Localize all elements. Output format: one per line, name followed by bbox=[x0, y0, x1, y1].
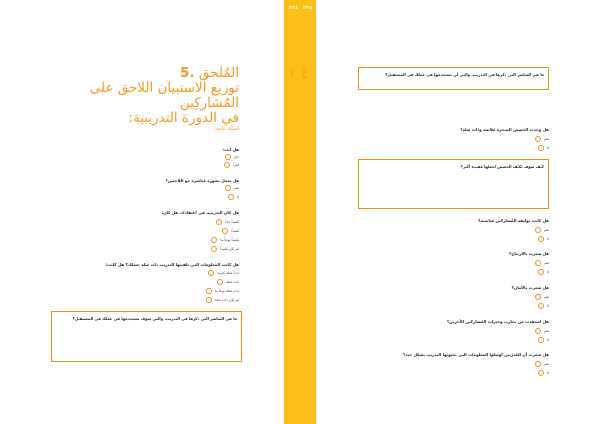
question-sessions-relevant: هل وجدت الحصص المنجزة مُلائمة وذات صلة؟ bbox=[460, 127, 549, 132]
option-very-relevant[interactable]: ذات صِلة كبيرة bbox=[208, 270, 239, 276]
answer-box-will-not-use[interactable] bbox=[358, 67, 549, 90]
page-number-right: ٢٣٥ bbox=[303, 5, 313, 11]
radio-button[interactable] bbox=[538, 236, 544, 242]
radio-button[interactable] bbox=[217, 279, 223, 285]
answer-box-question: ما هي العناصر التي ذكرها في التدريب، والتي سوف تستخدمها في عملك في المستقبل؟ bbox=[72, 316, 237, 321]
title-number: .5 bbox=[180, 65, 195, 81]
radio-button[interactable] bbox=[225, 154, 231, 160]
option-yes[interactable]: نعم bbox=[535, 227, 549, 233]
radio-button[interactable] bbox=[538, 370, 544, 376]
option-no[interactable]: لا bbox=[538, 370, 549, 376]
decorative-numerals: ٤ ١ bbox=[288, 64, 309, 82]
question-relevance: هل كانت المعلومات التي تلقيتها التدريب ذات صلة بعملك؟ هل كانت: bbox=[105, 262, 239, 267]
radio-button[interactable] bbox=[538, 269, 544, 275]
radio-button[interactable] bbox=[535, 328, 541, 334]
question-training-useful: هل كان التدريب، في اعتقادك، هل كان: bbox=[161, 210, 239, 215]
option-no[interactable]: لا bbox=[538, 236, 549, 242]
answer-box-adapt-sessions[interactable] bbox=[358, 159, 549, 209]
radio-button[interactable] bbox=[228, 194, 234, 200]
option-male[interactable]: ذكر bbox=[225, 154, 239, 160]
option-very-useful[interactable]: مُفيداً جداً bbox=[216, 219, 239, 225]
radio-button[interactable] bbox=[208, 270, 214, 276]
radio-button[interactable] bbox=[535, 294, 541, 300]
option-yes[interactable]: نعم bbox=[225, 185, 239, 191]
answer-box-question: كيف سوف تُكيّف الحصص لجعلها مُفيدة أكثر؟ bbox=[460, 164, 544, 169]
section-heading: أسئلة عامة: bbox=[214, 126, 239, 132]
option-not-useful[interactable]: لم يكن مُفيداً bbox=[211, 246, 239, 252]
option-somewhat-relevant[interactable]: ذات صلة نوعاً ما bbox=[206, 288, 239, 294]
right-page bbox=[316, 0, 600, 424]
radio-button[interactable] bbox=[211, 246, 217, 252]
option-not-relevant[interactable]: لم تكن ذات صلة bbox=[206, 297, 239, 303]
option-yes[interactable]: نعم bbox=[535, 260, 549, 266]
radio-button[interactable] bbox=[535, 260, 541, 266]
option-useful[interactable]: مُفيداً bbox=[222, 228, 239, 234]
radio-button[interactable] bbox=[538, 303, 544, 309]
center-spine bbox=[284, 0, 316, 424]
question-trainers-delivery: هل شعرت أن المُدرّبين أوصلوا المعلومات التي يحتويها التدريب بشكل جيد؟ bbox=[402, 352, 549, 357]
option-yes[interactable]: نعم bbox=[535, 136, 549, 142]
title-line-3: في الدورة التدريبية: bbox=[128, 110, 239, 126]
option-yes[interactable]: نعم bbox=[535, 361, 549, 367]
left-page bbox=[0, 0, 284, 424]
option-no[interactable]: لا bbox=[538, 303, 549, 309]
answer-box-will-use[interactable] bbox=[51, 311, 242, 362]
radio-button[interactable] bbox=[211, 237, 217, 243]
title-code: المُلحق bbox=[198, 65, 239, 81]
radio-button[interactable] bbox=[535, 136, 541, 142]
option-yes[interactable]: نعم bbox=[535, 328, 549, 334]
option-no[interactable]: لا bbox=[538, 337, 549, 343]
question-participant-mix: هل كانت توليفة المُشاركين مُناسبة؟ bbox=[478, 218, 549, 223]
option-no[interactable]: لا bbox=[538, 145, 549, 151]
question-gender: هل أنت: bbox=[222, 147, 239, 152]
answer-box-question: ما هي العناصر التي ذكرها في التدريب، والتي لن تستخدمها في عملك في المستقبل؟ bbox=[385, 72, 544, 77]
radio-button[interactable] bbox=[538, 337, 544, 343]
question-peer-learning: هل استفدت من تجارب وخبرات المُشاركين الآخرين؟ bbox=[446, 319, 549, 324]
radio-button[interactable] bbox=[206, 297, 212, 303]
radio-button[interactable] bbox=[225, 185, 231, 191]
radio-button[interactable] bbox=[535, 227, 541, 233]
option-yes[interactable]: نعم bbox=[535, 294, 549, 300]
option-no[interactable]: لا bbox=[538, 269, 549, 275]
radio-button[interactable] bbox=[216, 219, 222, 225]
option-female[interactable]: أنثى bbox=[224, 162, 239, 168]
option-relevant[interactable]: ذات صلة bbox=[217, 279, 239, 285]
radio-button[interactable] bbox=[535, 361, 541, 367]
appendix-title bbox=[29, 66, 239, 126]
radio-button[interactable] bbox=[206, 288, 212, 294]
question-safe: هل شعرت بالأمان؟ bbox=[511, 285, 549, 290]
option-no[interactable]: لا bbox=[228, 194, 239, 200]
option-somewhat-useful[interactable]: مُفيداً نوعاً ما bbox=[211, 237, 239, 243]
question-work-with-refugees: هل تعمل بصورة مُباشرة مع اللاجئين؟ bbox=[165, 178, 239, 183]
radio-button[interactable] bbox=[538, 145, 544, 151]
title-line-2: توزيع الاستبيان اللاحق على المُشاركِين bbox=[89, 80, 239, 111]
question-comfortable: هل شعرت بالارتياح؟ bbox=[509, 251, 549, 256]
page-number-left: ٢٣٤ bbox=[289, 5, 299, 11]
radio-button[interactable] bbox=[224, 162, 230, 168]
radio-button[interactable] bbox=[222, 228, 228, 234]
